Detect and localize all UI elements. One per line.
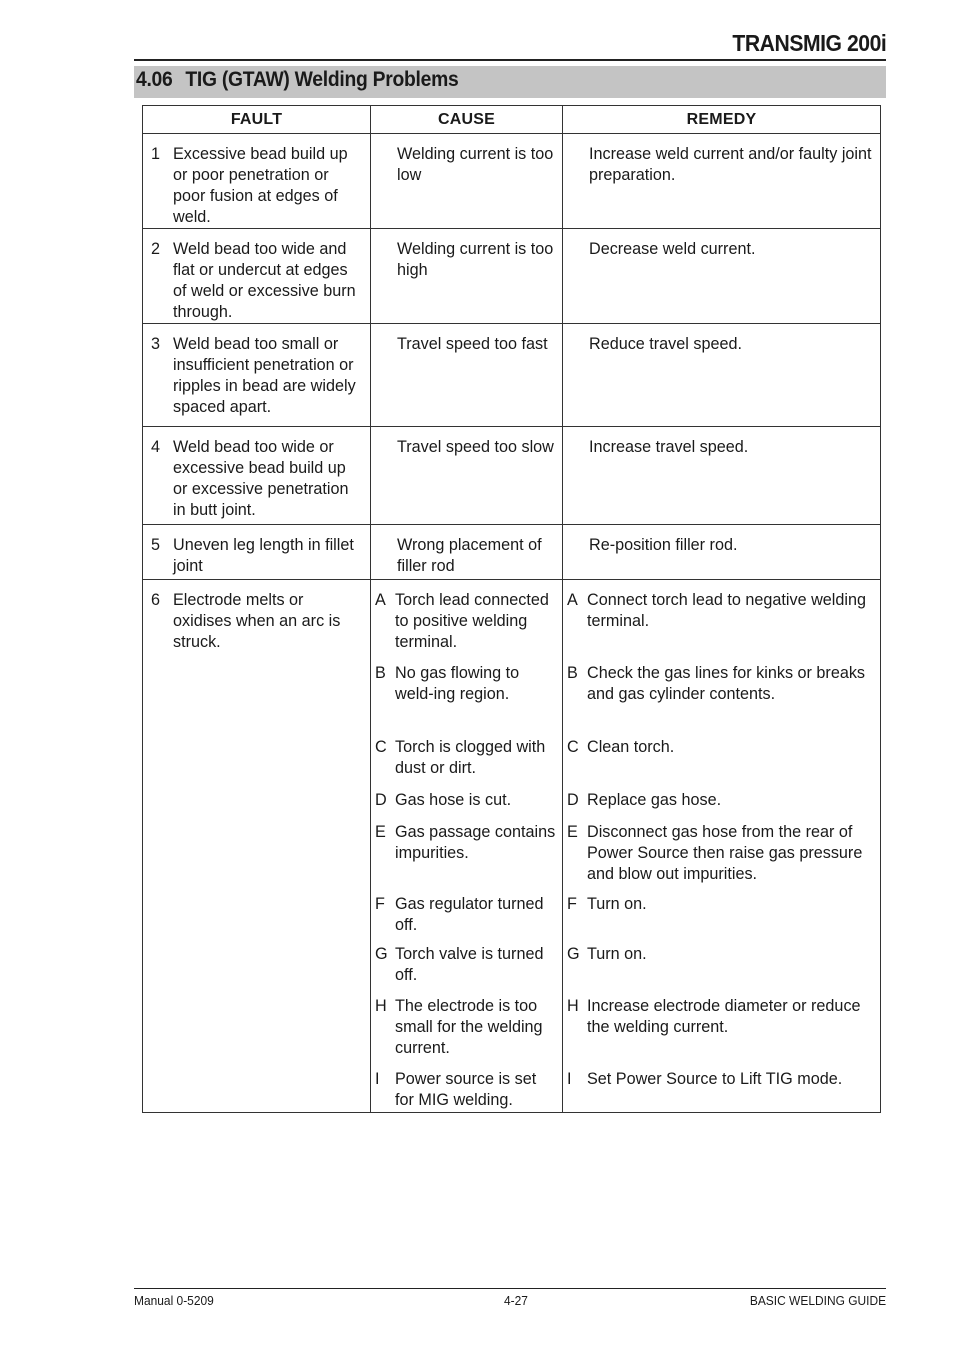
remedy-index — [563, 535, 589, 556]
fault-number: 4 — [151, 438, 161, 456]
remedy-item-text: Replace gas hose. — [587, 791, 722, 809]
header-rule — [134, 59, 886, 61]
remedy-item-letter: I — [567, 1070, 572, 1088]
table-row — [143, 324, 881, 427]
remedy-index — [563, 144, 589, 186]
fault-cell — [143, 525, 371, 580]
cause-index — [371, 239, 397, 281]
cause-item-text: Torch lead connected to positive welding terminal. — [395, 591, 549, 651]
cause-item-text: The electrode is too small for the welding current. — [395, 997, 543, 1057]
fault-text: Weld bead too wide and flat or undercut at edges of weld or excessive burn through. — [173, 240, 356, 321]
remedy-item — [563, 663, 880, 705]
remedy-item — [563, 944, 880, 965]
fault-cell — [143, 580, 371, 1113]
footer-rule — [134, 1288, 886, 1289]
cause-item-text: Gas hose is cut. — [395, 791, 512, 809]
table-header-row — [143, 106, 881, 134]
cause-cell — [371, 580, 563, 1113]
header-fault: FAULT — [143, 106, 371, 134]
header-remedy: REMEDY — [563, 106, 881, 134]
remedy-index — [563, 437, 589, 458]
remedy-item-letter: B — [567, 664, 578, 682]
cause-text: Wrong placement of filler rod — [397, 536, 542, 575]
remedy-item-text: Increase electrode diameter or reduce the welding current. — [587, 997, 861, 1036]
cause-index — [371, 535, 397, 577]
remedy-cell — [563, 229, 881, 324]
cause-text: Welding current is too low — [397, 145, 554, 184]
table-row — [143, 580, 881, 1113]
remedy-item-letter: D — [567, 791, 579, 809]
fault-text: Excessive bead build up or poor penetration or poor fusion at edges of weld. — [173, 145, 348, 226]
cause-cell — [371, 525, 563, 580]
fault-cell — [143, 324, 371, 427]
remedy-item-letter: F — [567, 895, 577, 913]
fault-cell — [143, 427, 371, 525]
remedy-item — [563, 822, 880, 885]
cause-item-text: Torch valve is turned off. — [395, 945, 544, 984]
remedy-item-text: Disconnect gas hose from the rear of Power Source then raise gas pressure and blow out impurities. — [587, 823, 863, 883]
remedy-text: Re-position filler rod. — [589, 536, 738, 554]
remedy-cell — [563, 134, 881, 229]
table-row — [143, 229, 881, 324]
cause-item — [371, 737, 562, 779]
fault-number: 3 — [151, 335, 161, 353]
cause-item-text: No gas flowing to weld-ing region. — [395, 664, 520, 703]
remedy-item — [563, 894, 880, 915]
remedy-text: Increase weld current and/or faulty joint preparation. — [589, 145, 872, 184]
cause-text: Welding current is too high — [397, 240, 554, 279]
cause-item — [371, 590, 562, 653]
fault-table — [142, 105, 881, 1113]
remedy-text: Reduce travel speed. — [589, 335, 742, 353]
remedy-item — [563, 996, 880, 1038]
cause-index — [371, 437, 397, 458]
fault-text: Weld bead too wide or excessive bead build up or excessive penetration in butt joint. — [173, 438, 349, 519]
remedy-item-letter: G — [567, 945, 580, 963]
cause-item — [371, 944, 562, 986]
fault-number: 5 — [151, 536, 161, 554]
fault-text: Uneven leg length in fillet joint — [173, 536, 354, 575]
remedy-item-text: Set Power Source to Lift TIG mode. — [587, 1070, 843, 1088]
footer-page-number: 4-27 — [504, 1293, 528, 1308]
cause-text: Travel speed too slow — [397, 438, 554, 456]
fault-cell — [143, 134, 371, 229]
remedy-item-letter: A — [567, 591, 578, 609]
brand-title: TRANSMIG 200i — [732, 30, 886, 56]
cause-item-text: Gas passage contains impurities. — [395, 823, 556, 862]
table-row — [143, 134, 881, 229]
cause-cell — [371, 427, 563, 525]
remedy-cell — [563, 525, 881, 580]
cause-item-letter: D — [375, 791, 387, 809]
cause-item-letter: H — [375, 997, 387, 1015]
remedy-item — [563, 590, 880, 632]
remedy-item-text: Connect torch lead to negative welding terminal. — [587, 591, 866, 630]
cause-cell — [371, 324, 563, 427]
remedy-text: Increase travel speed. — [589, 438, 749, 456]
cause-item-letter: G — [375, 945, 388, 963]
fault-number: 6 — [151, 591, 161, 609]
cause-index — [371, 334, 397, 355]
cause-item — [371, 663, 562, 705]
footer-manual: Manual 0-5209 — [134, 1293, 214, 1308]
cause-item — [371, 996, 562, 1059]
remedy-item-letter: C — [567, 738, 579, 756]
remedy-item-letter: H — [567, 997, 579, 1015]
remedy-item-text: Turn on. — [587, 895, 647, 913]
remedy-index — [563, 334, 589, 355]
cause-item-letter: E — [375, 823, 386, 841]
cause-item-text: Power source is set for MIG welding. — [395, 1070, 537, 1109]
fault-number: 2 — [151, 240, 161, 258]
cause-cell — [371, 134, 563, 229]
remedy-cell — [563, 580, 881, 1113]
fault-text: Weld bead too small or insufficient penetration or ripples in bead are widely spaced apart. — [173, 335, 356, 416]
section-title — [136, 68, 458, 92]
remedy-item-letter: E — [567, 823, 578, 841]
remedy-cell — [563, 324, 881, 427]
cause-index — [371, 144, 397, 186]
table-row — [143, 427, 881, 525]
cause-item — [371, 894, 562, 936]
remedy-cell — [563, 427, 881, 525]
cause-item — [371, 1069, 562, 1111]
cause-item — [371, 822, 562, 864]
remedy-item — [563, 1069, 880, 1090]
fault-text: Electrode melts or oxidises when an arc is struck. — [173, 591, 341, 651]
cause-item-text: Torch is clogged with dust or dirt. — [395, 738, 546, 777]
remedy-item-text: Check the gas lines for kinks or breaks and gas cylinder contents. — [587, 664, 866, 703]
remedy-item — [563, 737, 880, 758]
cause-item-letter: I — [375, 1070, 380, 1088]
cause-cell — [371, 229, 563, 324]
remedy-item-text: Turn on. — [587, 945, 647, 963]
section-number: 4.06 — [136, 68, 173, 91]
remedy-text: Decrease weld current. — [589, 240, 756, 258]
remedy-item — [563, 790, 880, 811]
remedy-item-text: Clean torch. — [587, 738, 675, 756]
cause-item — [371, 790, 562, 811]
fault-cell — [143, 229, 371, 324]
cause-item-letter: B — [375, 664, 386, 682]
footer-guide: BASIC WELDING GUIDE — [749, 1293, 886, 1308]
section-title-text: TIG (GTAW) Welding Problems — [185, 68, 459, 91]
fault-number: 1 — [151, 145, 161, 163]
cause-item-letter: F — [375, 895, 385, 913]
cause-item-letter: A — [375, 591, 386, 609]
cause-item-letter: C — [375, 738, 387, 756]
cause-text: Travel speed too fast — [397, 335, 548, 353]
table-row — [143, 525, 881, 580]
cause-item-text: Gas regulator turned off. — [395, 895, 544, 934]
remedy-index — [563, 239, 589, 260]
header-cause: CAUSE — [371, 106, 563, 134]
